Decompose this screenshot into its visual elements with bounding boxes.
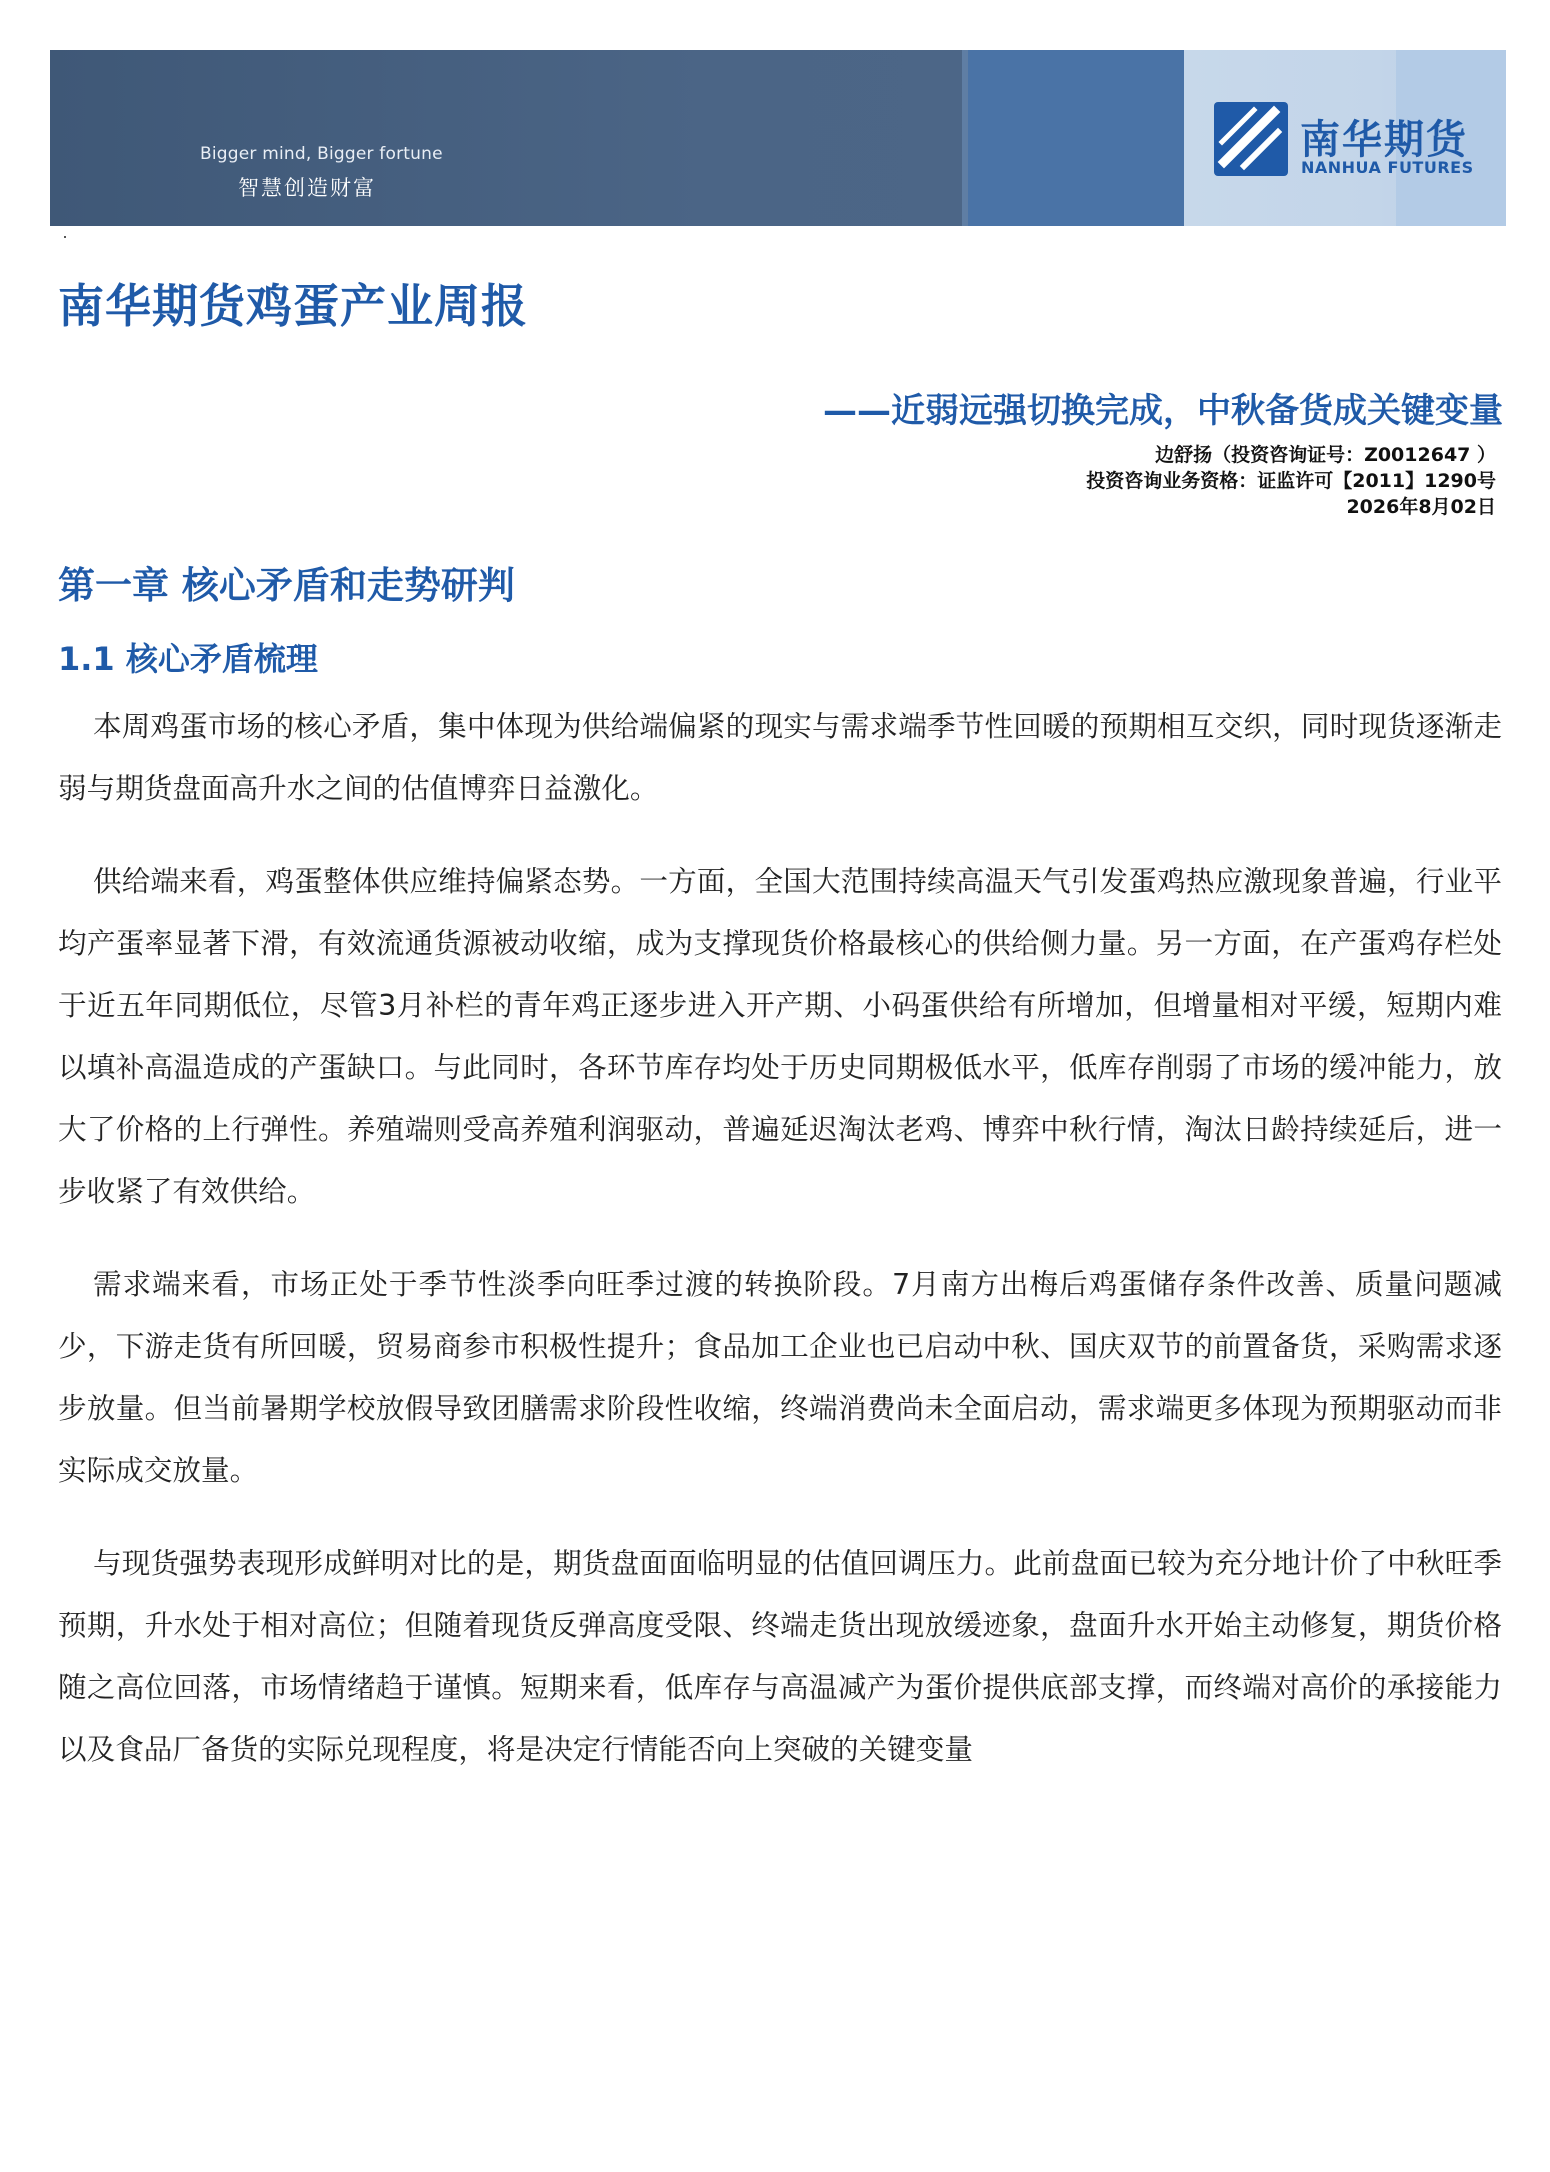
banner-mid-panel	[968, 50, 1184, 226]
report-title: 南华期货鸡蛋产业周报	[58, 279, 528, 333]
paragraph-supply: 供给端来看，鸡蛋整体供应维持偏紧态势。一方面，全国大范围持续高温天气引发蛋鸡热应激现象普遍，行业平均产蛋率显著下滑，有效流通货源被动收缩，成为支撑现货价格最核心的供给侧力量。另一方面，在产蛋鸡存栏处于近五年同期低位，尽管3月补栏的青年鸡正逐步进入开产期、小码蛋供给有所增加，但增量相对平缓，短期内难以填补高温造成的产蛋缺口。与此同时，各环节库存均处于历史同期极低水平，低库存削弱了市场的缓冲能力，放大了价格的上行弹性。养殖端则受高养殖利润驱动，普遍延迟淘汰老鸡、博弈中秋行情，淘汰日龄持续延后，进一步收紧了有效供给。	[58, 864, 1502, 1208]
section-title: 1.1 核心矛盾梳理	[58, 640, 318, 678]
header-banner	[50, 50, 1506, 226]
report-subtitle: ——近弱远强切换完成，中秋备货成关键变量	[823, 391, 1503, 431]
paragraph-futures: 与现货强势表现形成鲜明对比的是，期货盘面面临明显的估值回调压力。此前盘面已较为充分地计价了中秋旺季预期，升水处于相对高位；但随着现货反弹高度受限、终端走货出现放缓迹象，盘面升水开始主动修复，期货价格随之高位回落，市场情绪趋于谨慎。短期来看，低库存与高温减产为蛋价提供底部支撑，而终端对高价的承接能力以及食品厂备货的实际兑现程度，将是决定行情能否向上突破的关键变量	[58, 1546, 1502, 1766]
report-date: 2026年8月02日	[1346, 496, 1496, 518]
logo-text-english: NANHUA FUTURES	[1301, 158, 1474, 177]
report-meta	[1086, 442, 1496, 520]
logo-text-chinese: 南华期货	[1300, 117, 1468, 163]
section-body	[58, 695, 1502, 1811]
paragraph-demand: 需求端来看，市场正处于季节性淡季向旺季过渡的转换阶段。7月南方出梅后鸡蛋储存条件改善、质量问题减少，下游走货有所回暖，贸易商参市积极性提升；食品加工企业也已启动中秋、国庆双节的前置备货，采购需求逐步放量。但当前暑期学校放假导致团膳需求阶段性收缩，终端消费尚未全面启动，需求端更多体现为预期驱动而非实际成交放量。	[58, 1267, 1502, 1487]
slogan-chinese: 智慧创造财富	[238, 176, 376, 200]
page-mark	[64, 236, 66, 238]
license-line: 投资咨询业务资格：证监许可【2011】1290号	[1086, 470, 1496, 492]
slogan-english: Bigger mind, Bigger fortune	[200, 144, 443, 164]
chapter-title: 第一章 核心矛盾和走势研判	[58, 564, 515, 607]
paragraph-core-conflict: 本周鸡蛋市场的核心矛盾，集中体现为供给端偏紧的现实与需求端季节性回暖的预期相互交织，同时现货逐渐走弱与期货盘面高升水之间的估值博弈日益激化。	[58, 709, 1502, 805]
author-line: 边舒扬（投资咨询证号：Z0012647 ）	[1155, 444, 1496, 466]
nanhua-logo-icon	[1214, 102, 1288, 176]
